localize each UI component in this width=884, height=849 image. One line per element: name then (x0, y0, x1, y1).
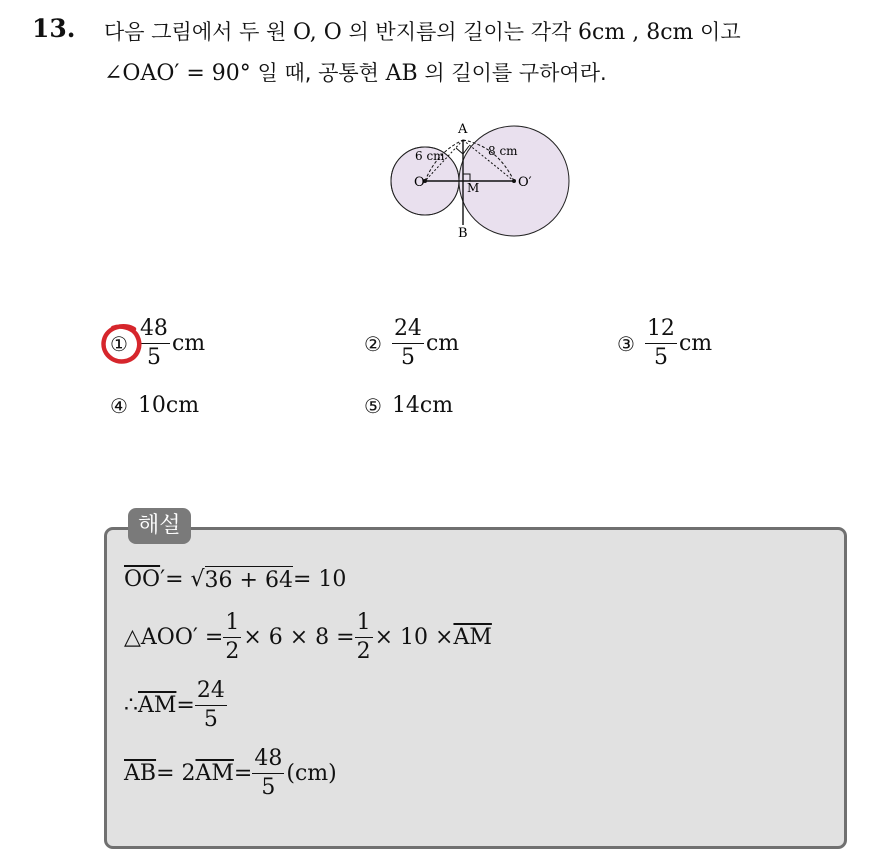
equation-text: = 2 (156, 761, 196, 786)
choice-fraction (392, 318, 424, 369)
equation-unit: (cm) (286, 761, 337, 786)
segment-label: $\overline{OO}$ (124, 567, 161, 592)
fraction-numerator: 1 (355, 612, 373, 638)
equation-text: △AOO′ = (124, 625, 224, 650)
equation-text: × 6 × 8 = (243, 625, 355, 650)
fraction-denominator: 5 (400, 345, 415, 370)
question-line-2 (104, 57, 607, 87)
choice-number: ③ (617, 331, 635, 356)
question-line-1 (104, 16, 741, 46)
choice-number: ⑤ (364, 393, 382, 418)
q-math: AB (385, 61, 418, 86)
q-text: 일 때, 공통현 (250, 61, 386, 85)
fraction-denominator: 5 (261, 775, 276, 800)
label-m: M (467, 181, 480, 195)
fraction (252, 748, 284, 799)
choice-value: 10cm (137, 393, 200, 418)
choice-unit: cm (171, 331, 206, 356)
choice-number: ① (110, 331, 128, 356)
choice-fraction (645, 318, 677, 369)
question-number: 13. (32, 14, 76, 43)
equation-text: = (176, 693, 195, 718)
fraction (223, 612, 241, 663)
q-math: ∠OAO′ = 90° (104, 61, 251, 86)
label-b: B (458, 226, 468, 241)
choice-value: 14cm (391, 393, 454, 418)
equation-text: × 10 × (374, 625, 454, 650)
segment-label: $\overline{AB}$ (124, 761, 157, 786)
fraction-numerator: 12 (645, 318, 677, 344)
choice-3[interactable] (617, 318, 712, 369)
choice-number: ④ (110, 393, 128, 418)
segment-label: $\overline{AM}$ (195, 761, 234, 786)
point-o-prime (512, 179, 516, 183)
fraction-numerator: 48 (138, 318, 170, 344)
label-o-prime: O′ (518, 175, 532, 190)
solution-line-2 (124, 612, 492, 663)
solution-line-4 (124, 748, 337, 799)
fraction-numerator: 48 (252, 748, 284, 774)
label-o: O (414, 175, 425, 190)
radicand: 36 + 64 (204, 568, 293, 593)
q-math: 6cm , 8cm (578, 20, 694, 45)
equation-text: = (233, 761, 253, 786)
choice-4[interactable] (110, 393, 199, 418)
fraction-denominator: 5 (203, 707, 218, 732)
two-circles-figure (385, 118, 575, 243)
fraction-denominator: 5 (653, 345, 668, 370)
fraction-denominator: 2 (356, 639, 371, 664)
q-text: 이고 (693, 20, 741, 44)
solution-line-3 (124, 680, 229, 731)
label-8cm: 8 cm (488, 144, 518, 158)
choice-2[interactable] (364, 318, 459, 369)
fraction (355, 612, 373, 663)
segment-label: $\overline{AM}$ (453, 625, 492, 650)
equation-text: = 10 (292, 567, 347, 592)
choice-unit: cm (678, 331, 713, 356)
choice-5[interactable] (364, 393, 453, 418)
solution-line-1 (124, 566, 346, 593)
equation-text: ∴ (124, 693, 138, 718)
q-text: 다음 그림에서 두 원 (104, 20, 293, 44)
q-text: 의 길이를 구하여라. (417, 61, 607, 85)
fraction-numerator: 24 (195, 680, 227, 706)
answer-mark-circle (98, 320, 148, 370)
fraction (195, 680, 227, 731)
label-a: A (458, 122, 468, 137)
label-6cm: 6 cm (415, 149, 445, 163)
q-text: 의 반지름의 길이는 각각 (341, 20, 579, 44)
fraction-denominator: 2 (225, 639, 240, 664)
fraction-denominator: 5 (146, 345, 161, 370)
fraction-numerator: 1 (223, 612, 241, 638)
choice-unit: cm (425, 331, 460, 356)
equation-text: = √ (165, 567, 205, 592)
q-math: O, O (293, 20, 342, 45)
solution-tag: 해설 (128, 508, 191, 544)
fraction-numerator: 24 (392, 318, 424, 344)
choice-number: ② (364, 331, 382, 356)
segment-label: $\overline{AM}$ (138, 693, 177, 718)
prime-mark: ′ (160, 567, 166, 592)
